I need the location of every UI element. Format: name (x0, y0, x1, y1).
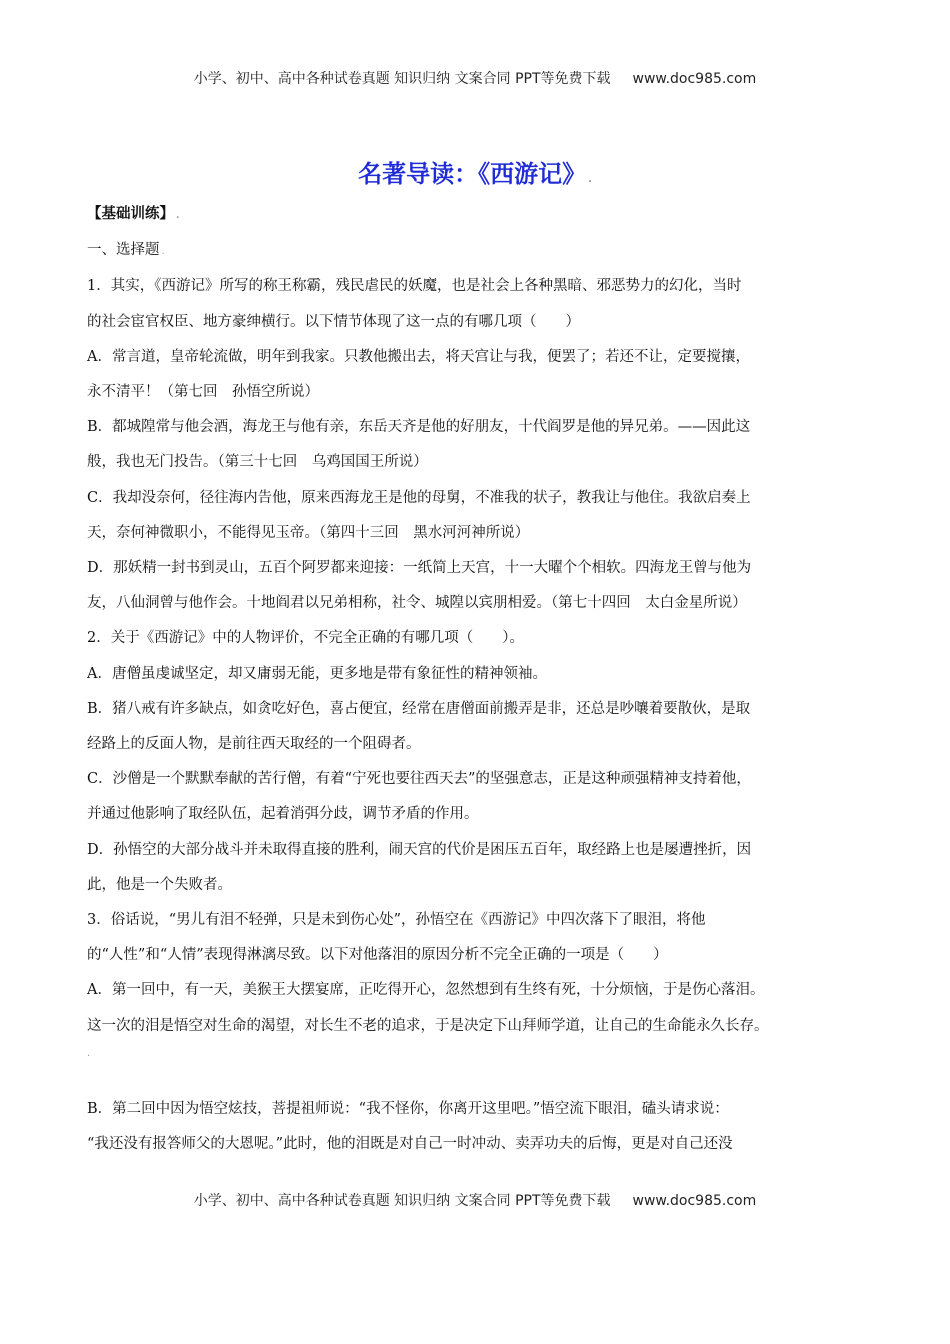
text-line: A．唐僧虽虔诚坚定，却又庸弱无能，更多地是带有象征性的精神领袖。 (87, 665, 547, 682)
text-line: B．猪八戒有许多缺点，如贪吃好色，喜占便宜，经常在唐僧面前搬弄是非，还总是吵嚷着要散伙，是取 (87, 700, 751, 717)
text-line: 的“人性”和“人情”表现得淋漓尽致。以下对他落泪的原因分析不完全正确的一项是（ ） (87, 947, 668, 964)
section-heading: 【基础训练】 . (87, 205, 180, 222)
text-line: C．沙僧是一个默默奉献的苦行僧，有着“宁死也要往西天去”的坚强意志，正是这种顽强精神支持着他， (87, 771, 751, 788)
text-line: “我还没有报答师父的大恩呢。”此时，他的泪既是对自己一时冲动、卖弄功夫的后悔，更是对自己还没 (87, 1136, 733, 1153)
spacer (87, 1064, 877, 1092)
text-line: 友，八仙洞曾与他作会。十地阎君以兄弟相称，社令、城隍以宾朋相爱。（第七十四回 太白金星所说） (87, 595, 747, 612)
text-line: 的社会宦官权臣、地方豪绅横行。以下情节体现了这一点的有哪几项（ ） (87, 313, 580, 330)
header-url[interactable]: www.doc985.com (632, 71, 757, 87)
text-line: 1．其实，《西游记》所写的称王称霸，残民虐民的妖魔，也是社会上各种黑暗、邪恶势力的幻化，当时 (87, 278, 742, 295)
text-line: D．孙悟空的大部分战斗并未取得直接的胜利，闹天宫的代价是困压五百年，取经路上也是屡遭挫折，因 (87, 841, 752, 858)
footer-text: 小学、初中、高中各种试卷真题 知识归纳 文案合同 PPT等免费下载 (193, 1193, 611, 1209)
header-text: 小学、初中、高中各种试卷真题 知识归纳 文案合同 PPT等免费下载 (193, 71, 611, 87)
text-line: 永不清平！（第七回 孙悟空所说） (87, 384, 319, 401)
part-heading: 一、选择题 . (87, 242, 165, 259)
text-line: B．都城隍常与他会酒，海龙王与他有亲，东岳天齐是他的好朋友，十代阎罗是他的异兄弟。——因此这 (87, 419, 751, 436)
text-line: A．第一回中，有一天，美猴王大摆宴席，正吃得开心，忽然想到有生终有死，十分烦恼，于是伤心落泪。 (87, 982, 765, 999)
paragraph-mark: . (87, 1047, 91, 1059)
text-line: 天，奈何神微职小，不能得见玉帝。（第四十三回 黑水河河神所说） (87, 524, 530, 541)
text-line: 般，我也无门投告。（第三十七回 乌鸡国国王所说） (87, 454, 428, 471)
text-line: B．第二回中因为悟空炫技，菩提祖师说：“我不怪你，你离开这里吧。”悟空流下眼泪，磕头请求说： (87, 1100, 729, 1117)
text-line: 经路上的反面人物，是前往西天取经的一个阻碍者。 (87, 736, 421, 753)
title-text: 名著导读：《西游记》 (358, 160, 587, 188)
page-title: 名著导读：《西游记》 . (358, 160, 592, 188)
text-line: 并通过他影响了取经队伍，起着消弭分歧，调节矛盾的作用。 (87, 806, 479, 823)
document-body (87, 196, 877, 1162)
footer-url[interactable]: www.doc985.com (632, 1193, 757, 1209)
text-line: 此，他是一个失败者。 (87, 876, 232, 893)
page-footer (0, 1190, 950, 1210)
text-line: A．常言道，皇帝轮流做，明年到我家。只教他搬出去，将天宫让与我，便罢了；若还不让，定要搅攘， (87, 348, 750, 365)
text-line: C．我却没奈何，径往海内告他，原来西海龙王是他的母舅，不准我的状子，教我让与他住。我欲启奏上 (87, 489, 751, 506)
section-text: 【基础训练】 (87, 205, 174, 222)
page-header (0, 68, 950, 88)
text-line: D．那妖精一封书到灵山，五百个阿罗都来迎接：一纸简上天宫，十一大曜个个相软。四海龙王曾与他为 (87, 560, 752, 577)
text-line: 3．俗话说，“男儿有泪不轻弹，只是未到伤心处”，孙悟空在《西游记》中四次落下了眼泪，将他 (87, 912, 706, 929)
text-line: 2．关于《西游记》中的人物评价，不完全正确的有哪几项（ ）。 (87, 630, 524, 647)
text-line: 这一次的泪是悟空对生命的渴望，对长生不老的追求，于是决定下山拜师学道，让自己的生命能永久长存。 (87, 1017, 769, 1034)
part-text: 一、选择题 (87, 242, 160, 259)
